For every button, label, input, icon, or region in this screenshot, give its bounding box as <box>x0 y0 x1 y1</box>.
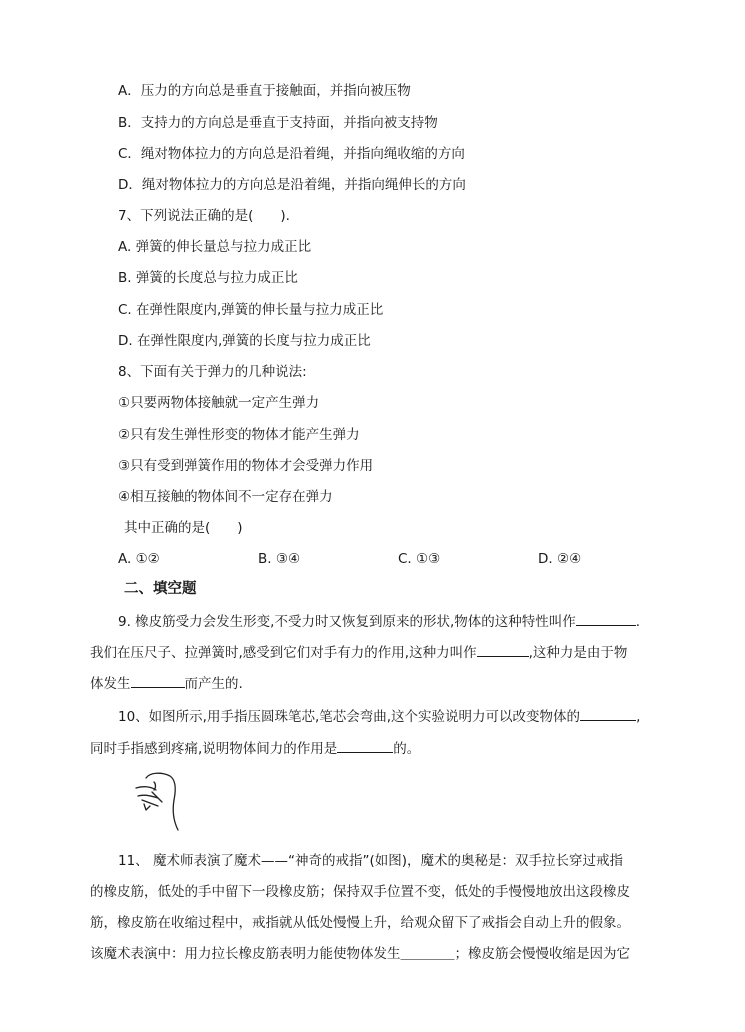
q7-option-a: A. 弹簧的伸长量总与拉力成正比 <box>118 239 312 255</box>
q6-option-c: C．绳对物体拉力的方向总是沿着绳，并指向绳收缩的方向 <box>118 146 465 162</box>
q8-option-d: D. ②④ <box>538 551 582 567</box>
q9-line-1 <box>118 613 640 631</box>
q11-line-4 <box>90 945 630 963</box>
q8-option-b: B. ③④ <box>258 551 301 567</box>
q8-option-a: A. ①② <box>118 551 160 567</box>
q10-blank-1[interactable] <box>580 708 636 721</box>
q8-statement-4: ④相互接触的物体间不一定存在弹力 <box>118 489 333 505</box>
q7-option-d: D. 在弹性限度内,弹簧的长度与拉力成正比 <box>118 333 371 349</box>
q11-line-2: 的橡皮筋，低处的手中留下一段橡皮筋；保持双手位置不变，低处的手慢慢地放出这段橡皮 <box>90 884 630 900</box>
q7-option-b: B. 弹簧的长度总与拉力成正比 <box>118 270 298 286</box>
nail-line <box>154 782 156 790</box>
q10-line-2-text: 同时手指感到疼痛,说明物体间力的作用是 <box>90 741 338 757</box>
q8-option-c: C. ①③ <box>398 551 441 567</box>
q9-line-3 <box>90 675 243 693</box>
q9-line-2-end: ,这种力是由于物 <box>528 645 628 661</box>
q11-line-1: 11、 魔术师表演了魔术——“神奇的戒指”(如图)，魔术的奥秘是：双手拉长穿过戒指 <box>118 853 623 869</box>
knuckle-line <box>136 787 156 790</box>
q10-line-2-end: 的。 <box>393 741 421 757</box>
q8-statement-3: ③只有受到弹簧作用的物体才会受弹力作用 <box>118 458 374 474</box>
q10-line-1-end: , <box>636 709 641 725</box>
q7-stem: 7、下列说法正确的是( ). <box>118 208 290 224</box>
q6-option-d: D．绳对物体拉力的方向总是沿着绳，并指向绳伸长的方向 <box>118 177 466 193</box>
q7-option-c: C. 在弹性限度内,弹簧的伸长量与拉力成正比 <box>118 302 384 318</box>
section-title-fill-in: 二、填空题 <box>124 581 197 597</box>
q9-line-3-end: 而产生的. <box>184 676 243 692</box>
q11-line-4-text: 该魔术表演中：用力拉长橡皮筋表明力能使物体发生 <box>90 946 401 962</box>
q9-blank-2[interactable] <box>477 644 529 657</box>
q6-option-a: A．压力的方向总是垂直于接触面，并指向被压物 <box>118 83 411 99</box>
q11-blank[interactable]: ＿＿＿＿ <box>400 946 455 962</box>
q9-line-2 <box>90 644 627 662</box>
q10-blank-2[interactable] <box>337 740 393 753</box>
q9-line-2-text: 我们在压尺子、拉弹簧时,感受到它们对手有力的作用,这种力叫作 <box>90 645 477 661</box>
q8-stem: 8、下面有关于弹力的几种说法: <box>118 364 307 380</box>
q9-line-1-end: . <box>635 614 641 630</box>
q10-line-1-text: 10、如图所示,用手指压圆珠笔芯,笔芯会弯曲,这个实验说明力可以改变物体的 <box>118 709 581 725</box>
q8-statement-1: ①只要两物体接触就一定产生弹力 <box>118 395 320 411</box>
q11-line-3: 筋，橡皮筋在收缩过程中，戒指就从低处慢慢上升，给观众留下了戒指会自动上升的假象。 <box>90 915 630 931</box>
q9-line-1-text: 9. 橡皮筋受力会发生形变,不受力时又恢复到原来的形状,物体的这种特性叫作 <box>118 614 576 630</box>
finger-pressing-pen-figure <box>132 770 182 832</box>
q8-statement-2: ②只有发生弹性形变的物体才能产生弹力 <box>118 427 360 443</box>
q9-blank-1[interactable] <box>576 613 636 626</box>
q8-ask: 其中正确的是( ) <box>124 520 243 536</box>
q9-blank-3[interactable] <box>131 675 185 688</box>
q10-line-2 <box>90 740 420 758</box>
q9-line-3-text: 体发生 <box>90 676 131 692</box>
pen-tip <box>144 804 150 810</box>
q10-line-1 <box>118 708 640 726</box>
q11-line-4-end: ；橡皮筋会慢慢收缩是因为它 <box>454 946 630 962</box>
q6-option-b: B．支持力的方向总是垂直于支持面，并指向被支持物 <box>118 115 438 131</box>
